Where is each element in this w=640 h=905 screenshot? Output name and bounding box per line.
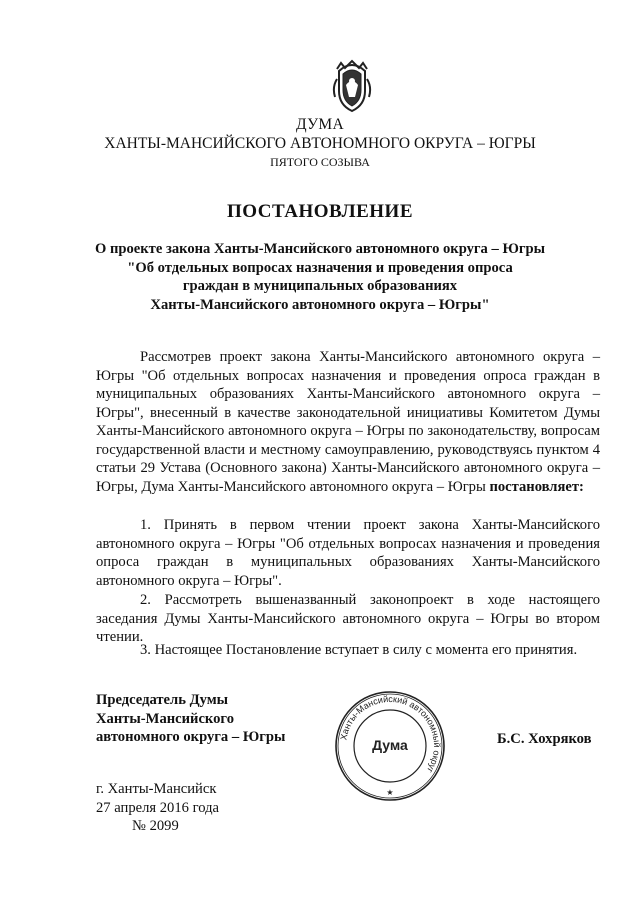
- intro-text: Рассмотрев проект закона Ханты-Мансийского автономного округа – Югры "Об отдельных вопросах назначения и проведения опроса граждан в муниципальных образованиях Ханты-Мансийского автономного округа – Югры", внесенный в качестве законодательной инициативы Комитетом Думы Ханты-Мансийского автономного округа – Югры по законодательству, вопросам государственной власти и местному самоуправлению, руководствуясь пунктом 4 статьи 29 Устава (Основного закона) Ханты-Мансийского автономного округа – Югры, Дума Ханты-Мансийского автономного округа – Югры: [96, 349, 600, 495]
- signatory-title: [96, 691, 285, 747]
- decision-word: постановляет:: [489, 478, 584, 495]
- subject-line: "Об отдельных вопросах назначения и проведения опроса: [127, 259, 513, 276]
- signatory-name: Б.С. Хохряков: [497, 731, 592, 747]
- signatory-title-line: Ханты-Мансийского: [96, 710, 234, 727]
- document-type: ПОСТАНОВЛЕНИЕ: [226, 201, 414, 222]
- subject-line: граждан в муниципальных образованиях: [182, 278, 458, 294]
- signatory-title-line: автономного округа – Югры: [96, 729, 286, 745]
- coat-of-arms-emblem: [331, 57, 373, 113]
- official-stamp: [333, 689, 447, 803]
- org-name: ДУМА: [296, 116, 344, 133]
- subject-line: Ханты-Мансийского автономного округа – Югры": [150, 296, 490, 313]
- intro-paragraph: [96, 348, 600, 496]
- stamp-center-text: Дума: [372, 737, 408, 753]
- org-region: ХАНТЫ-МАНСИЙСКОГО АВТОНОМНОГО ОКРУГА – ЮГРЫ: [104, 135, 536, 152]
- document-number: № 2099: [132, 818, 179, 834]
- stamp-ring-textpath: Ханты-Мансийский автономный округ: [338, 693, 443, 775]
- convocation: ПЯТОГО СОЗЫВА: [270, 155, 370, 169]
- stamp-star-icon: ★: [386, 788, 394, 797]
- document-footer: [96, 780, 219, 836]
- subject-line: О проекте закона Ханты-Мансийского автономного округа – Югры: [94, 241, 546, 257]
- signatory-title-line: Председатель Думы: [96, 692, 229, 708]
- document-subject: [80, 240, 560, 314]
- date: 27 апреля 2016 года: [96, 799, 219, 816]
- resolution-item-1: 1. Принять в первом чтении проект закона Ханты-Мансийского автономного округа – Югры "Об отдельных вопросах назначения и проведения опроса граждан в муниципальных образованиях Ханты-Мансийского автономного округа – Югры".: [96, 517, 600, 589]
- resolution-item-3: 3. Настоящее Постановление вступает в силу с момента его принятия.: [140, 642, 578, 658]
- city: г. Ханты-Мансийск: [96, 781, 217, 797]
- resolution-item-2: 2. Рассмотреть вышеназванный законопроект в ходе настоящего заседания Думы Ханты-Мансийского автономного округа – Югры во втором чтении.: [96, 592, 600, 645]
